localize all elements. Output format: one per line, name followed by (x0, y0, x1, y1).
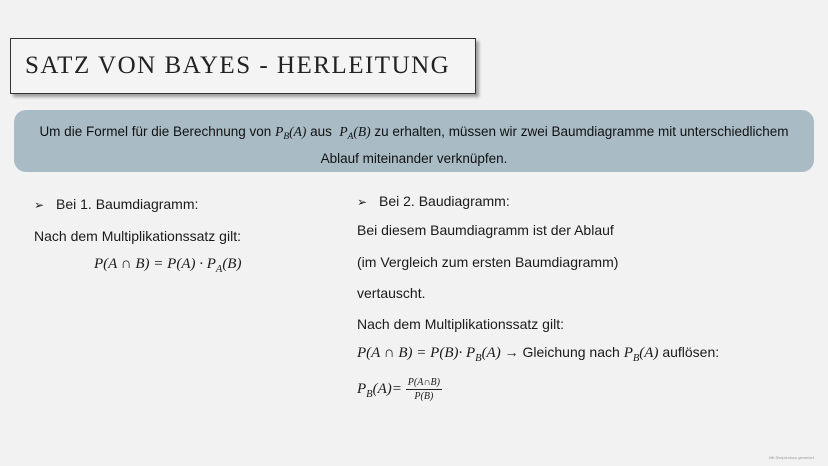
right-heading-row (357, 193, 510, 209)
right-arrow-text2: auflösen: (658, 344, 720, 360)
right-formula-pba: $P_B(A)$ (623, 345, 659, 364)
left-formula-text: P(A ∩ B) = P(A) · P (94, 256, 216, 272)
bayes-formula (357, 377, 442, 402)
right-line4: Nach dem Multiplikationssatz gilt: (357, 316, 564, 332)
left-heading-row (34, 196, 198, 212)
bayes-fraction (406, 377, 442, 402)
left-heading: Bei 1. Baumdiagramm: (56, 196, 199, 212)
intro-formula-pab: $P_A(B)$ (339, 124, 371, 142)
right-formula: P(A ∩ $B) = P(B)\cdot P_B(A)$ (357, 345, 501, 364)
left-line1: Nach dem Multiplikationssatz gilt: (34, 228, 241, 244)
arrow-bullet-icon: ➢ (34, 198, 45, 212)
intro-text-1: Um die Formel für die Berechnung von (39, 124, 276, 139)
bayes-lhs-text: (A)= (372, 381, 402, 398)
right-line3: vertauscht. (357, 285, 426, 301)
right-formula-text: P(A ∩ B) = P(B)· P (357, 345, 476, 361)
right-line2: (im Vergleich zum ersten Baumdiagramm) (357, 254, 619, 270)
fraction-numerator: P(A∩B) (407, 377, 440, 388)
fraction-denominator: P(B) (414, 391, 434, 402)
right-formula-row (357, 344, 719, 364)
bayes-lhs: $P_B(A)=$ (357, 381, 402, 401)
right-arrow-text: → Gleichung nach (500, 344, 624, 360)
intro-text-3: zu erhalten, müssen wir zwei Baumdiagramme mit unterschiedlichem Ablauf miteinander verknüpfen. (320, 124, 789, 166)
footer-note: Mit Simpleshow generiert (769, 455, 814, 460)
right-heading: Bei 2. Baudiagramm: (379, 193, 510, 209)
intro-box (14, 110, 814, 172)
slide-title: SATZ VON BAYES - HERLEITUNG (25, 52, 451, 79)
right-line1: Bei diesem Baumdiagramm ist der Ablauf (357, 222, 614, 238)
intro-text-2: aus (306, 124, 336, 139)
left-formula: P(A ∩ $B) = P(A) \cdot P_A(B)$ (94, 256, 242, 275)
title-box (10, 38, 476, 94)
arrow-bullet-icon: ➢ (357, 195, 368, 209)
intro-formula-pba: $P_B(A)$ (275, 124, 307, 142)
